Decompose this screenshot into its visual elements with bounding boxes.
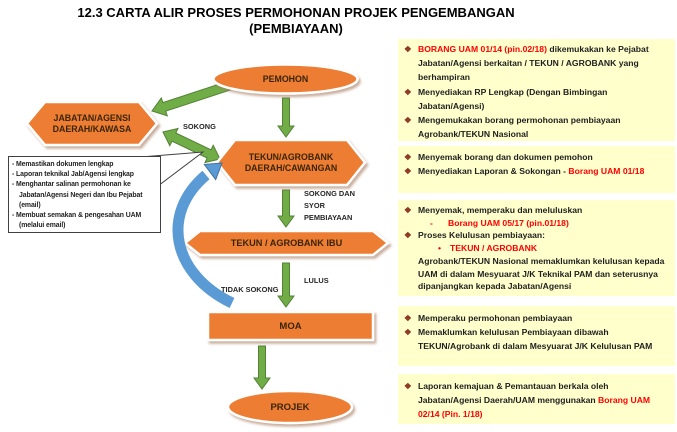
sokong-syor-label: SOKONG DAN SYOR PEMBIAYAAN: [304, 189, 355, 223]
jabatan-label: [27, 102, 157, 145]
diamond-bullet-icon: ❖: [404, 86, 412, 97]
jabatan-label-line1: JABATAN/AGENSI: [53, 112, 131, 123]
note-box-pemohon: [398, 39, 675, 141]
note-item: [404, 379, 671, 422]
note-item: [404, 204, 671, 217]
note-box-projek: [398, 374, 675, 424]
note-item: [404, 229, 671, 242]
arrow-tekun-to-ibu-icon: [278, 190, 294, 227]
page-title-line1: 12.3 CARTA ALIR PROSES PERMOHONAN PROJEK PENGEMBANGAN: [77, 5, 515, 20]
note-item-text: Memperaku permohonan pembiayaan: [418, 313, 573, 323]
arrow-pemohon-to-tekun-icon: [278, 98, 294, 137]
dot-marker-icon: •: [438, 243, 442, 254]
note-item: [404, 311, 671, 325]
note-item-text: Menyediakan Laporan & Sokongan - Borang UAM 01/18: [418, 166, 645, 177]
arrow-ibu-to-moa-icon: [278, 263, 294, 307]
note-item-text: Proses Kelulusan pembiayaan:: [418, 230, 546, 241]
tekun-ibu-label: TEKUN / AGROBANK IBU: [230, 237, 343, 248]
note-item: [404, 42, 671, 85]
note-item-text: Memaklumkan kelulusan Pembiayaan dibawah TEKUN/Agrobank di dalam Mesyuarat J/K Kelulusan PAM: [418, 327, 653, 352]
diamond-bullet-icon: ❖: [404, 166, 412, 177]
pemohon-label: PEMOHON: [262, 73, 309, 84]
note-item: [438, 242, 671, 255]
diamond-bullet-icon: ❖: [404, 44, 412, 54]
note-item-text: TEKUN / AGROBANK: [450, 243, 538, 254]
note-box-tekun-ibu: [398, 200, 675, 296]
note-box-tekun-daerah: [398, 146, 675, 193]
jabatan-label-line2: DAERAH/KAWASA: [52, 123, 132, 134]
lulus-label: LULUS: [304, 276, 329, 285]
diamond-bullet-icon: ❖: [404, 152, 412, 162]
note-item: [430, 217, 671, 230]
page-title: [0, 5, 592, 37]
dash-marker-icon: -: [430, 217, 433, 228]
note-item-text: Laporan kemajuan & Pemantauan berkala oleh Jabatan/Agensi Daerah/UAM menggunakan Borang UAM 02/14 (Pin. 1/18): [418, 381, 651, 420]
diamond-bullet-icon: ❖: [404, 205, 412, 215]
diamond-bullet-icon: ❖: [404, 313, 412, 323]
note-box-moa: [398, 306, 675, 366]
callout-item: - Membuat semakan & pengesahan UAM (melalui email): [12, 212, 142, 230]
callout-item: - Memastikan dokumen lengkap: [12, 161, 114, 168]
note-item: [404, 150, 671, 164]
note-item-text: Menyemak borang dan dokumen pemohon: [418, 152, 593, 162]
tekun-daerah-label-line2: DAERAH/CAWANGAN: [244, 162, 338, 173]
callout-box: [8, 156, 161, 233]
note-item: [404, 113, 671, 141]
diamond-bullet-icon: ❖: [404, 381, 412, 391]
note-item: [404, 164, 671, 178]
callout-item: - Menghantar salinan permohonan ke Jabatan/Agensi Negeri dan Ibu Pejabat (email): [12, 181, 143, 209]
page-title-line2: (PEMBIAYAAN): [249, 21, 343, 36]
diamond-bullet-icon: ❖: [404, 327, 412, 338]
note-item-text: Borang UAM 05/17 (pin.01/18): [448, 217, 569, 228]
note-item: [404, 85, 671, 113]
note-item-text: Menyediakan RP Lengkap (Dengan Bimbingan Jabatan/Agensi): [418, 86, 608, 111]
tekun-daerah-label: [217, 140, 365, 185]
callout-item: - Laporan teknikal Jab/Agensi lengkap: [12, 171, 134, 179]
note-item-text: Mengemukakan borang permohonan pembiayaan Agrobank/TEKUN Nasional: [418, 115, 621, 140]
projek-label: PROJEK: [270, 401, 310, 413]
note-item-text: BORANG UAM 01/14 (pin.02/18) dikemukakan ke Pejabat Jabatan/Agensi berkaitan / TEKUN / AGROBANK yang berhampiran: [418, 44, 649, 83]
note-item-text: Agrobank/TEKUN Nasional memaklumkan kelulusan kepada UAM di dalam Mesyuarat J/K Teknikal PAM dan seterusnya dipanjangkan kepada Jabatan/Agensi: [418, 255, 665, 292]
diamond-bullet-icon: ❖: [404, 230, 412, 241]
arrow-moa-to-projek-icon: [254, 346, 270, 389]
note-item: [418, 255, 671, 293]
sokong-label: SOKONG: [183, 122, 216, 131]
note-item-text: Menyemak, memperaku dan meluluskan: [418, 205, 583, 215]
moa-label: MOA: [279, 320, 302, 332]
note-item: [404, 325, 671, 353]
tidak-sokong-label: TIDAK SOKONG: [221, 285, 279, 294]
diamond-bullet-icon: ❖: [404, 115, 412, 126]
tekun-daerah-label-line1: TEKUN/AGROBANK: [248, 151, 334, 162]
